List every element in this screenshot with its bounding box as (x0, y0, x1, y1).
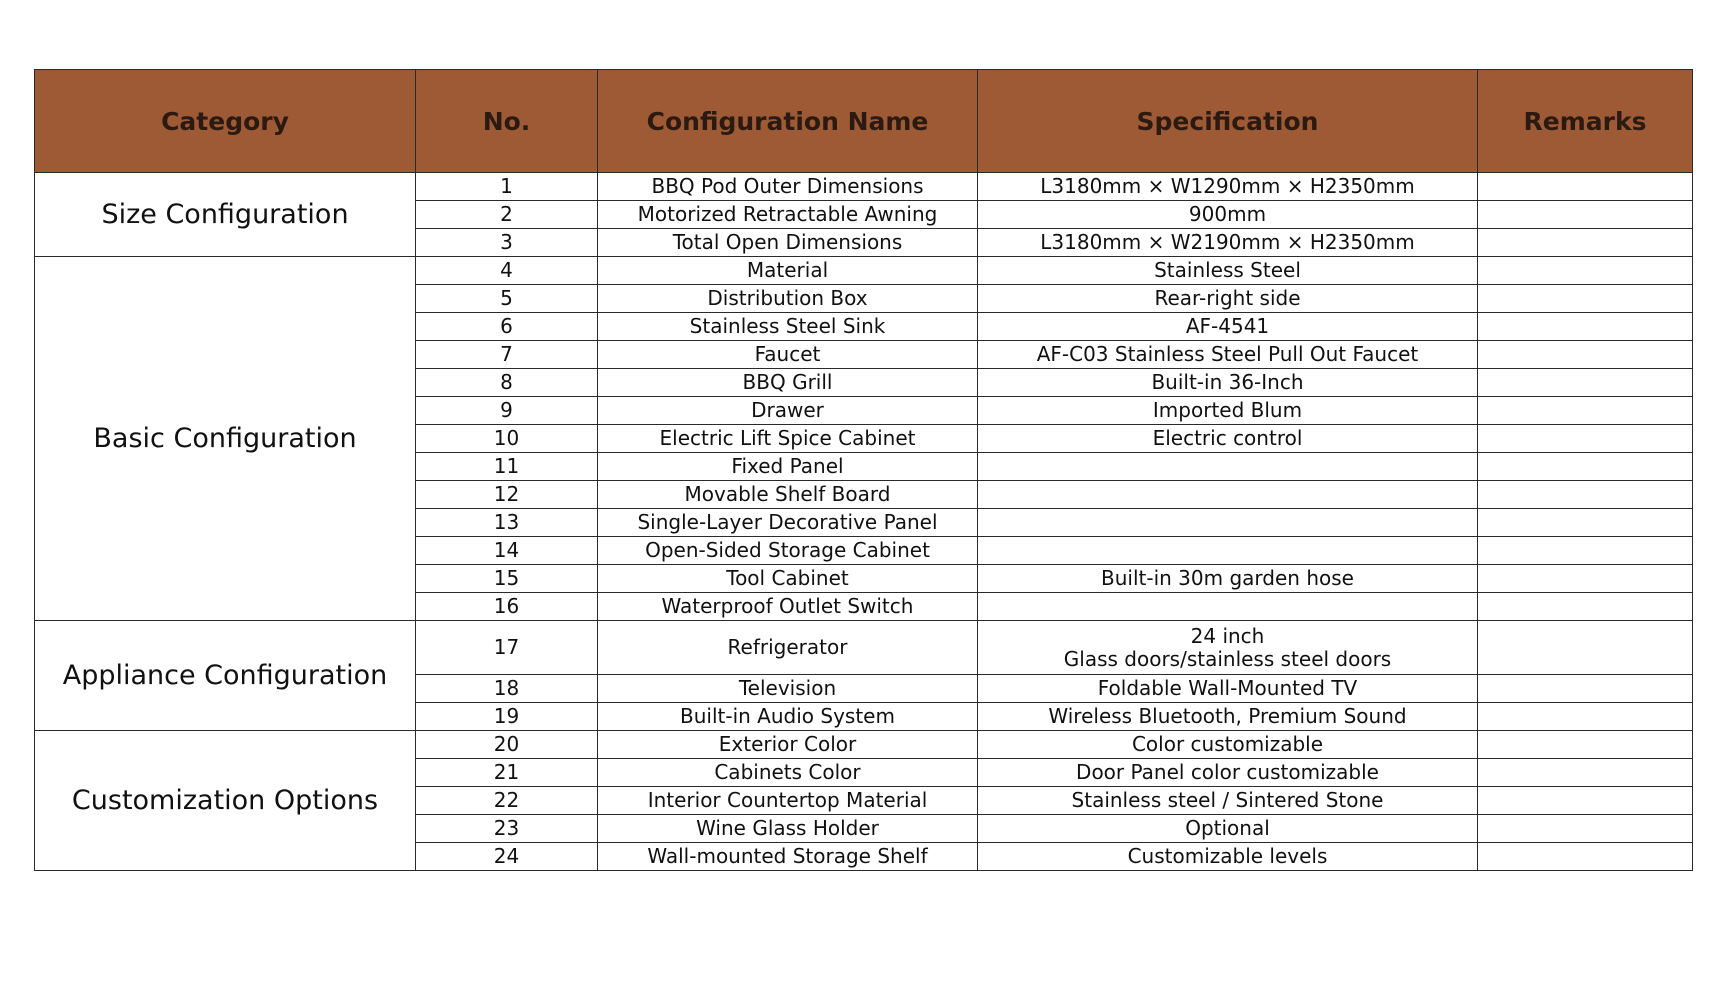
header-specification: Specification (978, 70, 1478, 173)
specification (978, 313, 1478, 341)
configuration-name: Electric Lift Spice Cabinet (598, 425, 978, 453)
specification-line: Electric control (1152, 426, 1303, 450)
row-number: 8 (416, 369, 598, 397)
row-number: 24 (416, 843, 598, 871)
configuration-name: Open-Sided Storage Cabinet (598, 537, 978, 565)
row-number: 20 (416, 731, 598, 759)
specification (978, 537, 1478, 565)
table-row (35, 731, 1693, 759)
header-row (35, 70, 1693, 173)
remarks (1478, 675, 1693, 703)
specification-line: Rear-right side (1154, 286, 1301, 310)
specification (978, 369, 1478, 397)
configuration-name: Stainless Steel Sink (598, 313, 978, 341)
row-number: 23 (416, 815, 598, 843)
configuration-name: Fixed Panel (598, 453, 978, 481)
row-number: 3 (416, 229, 598, 257)
remarks (1478, 843, 1693, 871)
configuration-name: Distribution Box (598, 285, 978, 313)
row-number: 6 (416, 313, 598, 341)
remarks (1478, 537, 1693, 565)
row-number: 9 (416, 397, 598, 425)
specification (978, 425, 1478, 453)
remarks (1478, 229, 1693, 257)
specification-line: Built-in 30m garden hose (1101, 566, 1354, 590)
configuration-name: Single-Layer Decorative Panel (598, 509, 978, 537)
specification (978, 201, 1478, 229)
remarks (1478, 285, 1693, 313)
specification (978, 621, 1478, 675)
category-cell: Basic Configuration (35, 257, 416, 621)
header-configuration-name: Configuration Name (598, 70, 978, 173)
remarks (1478, 731, 1693, 759)
row-number: 7 (416, 341, 598, 369)
remarks (1478, 815, 1693, 843)
specification-line: AF-4541 (1185, 314, 1270, 338)
specification-line: Door Panel color customizable (1076, 760, 1379, 784)
specification (978, 509, 1478, 537)
remarks (1478, 759, 1693, 787)
row-number: 12 (416, 481, 598, 509)
specification-line: Imported Blum (1152, 398, 1303, 422)
specification-line: Customizable levels (1127, 844, 1328, 868)
configuration-name: Interior Countertop Material (598, 787, 978, 815)
row-number: 4 (416, 257, 598, 285)
remarks (1478, 787, 1693, 815)
configuration-name: Total Open Dimensions (598, 229, 978, 257)
specification (978, 731, 1478, 759)
specification-line: AF-C03 Stainless Steel Pull Out Faucet (1036, 342, 1419, 366)
remarks (1478, 565, 1693, 593)
configuration-name: Television (598, 675, 978, 703)
header-no: No. (416, 70, 598, 173)
remarks (1478, 593, 1693, 621)
specification (978, 453, 1478, 481)
specification (978, 593, 1478, 621)
specification (978, 257, 1478, 285)
remarks (1478, 201, 1693, 229)
specification (978, 397, 1478, 425)
configuration-name: Tool Cabinet (598, 565, 978, 593)
specification-line: L3180mm × W1290mm × H2350mm (1040, 174, 1415, 198)
remarks (1478, 481, 1693, 509)
configuration-name: Refrigerator (598, 621, 978, 675)
row-number: 13 (416, 509, 598, 537)
remarks (1478, 425, 1693, 453)
remarks (1478, 341, 1693, 369)
specification (978, 229, 1478, 257)
specification-line: Glass doors/stainless steel doors (1063, 646, 1392, 671)
row-number: 5 (416, 285, 598, 313)
row-number: 1 (416, 173, 598, 201)
remarks (1478, 703, 1693, 731)
row-number: 14 (416, 537, 598, 565)
specification (978, 815, 1478, 843)
category-cell: Customization Options (35, 731, 416, 871)
remarks (1478, 397, 1693, 425)
specification-line: Stainless Steel (1154, 258, 1301, 282)
specification-line: Stainless steel / Sintered Stone (1071, 788, 1384, 812)
configuration-name: Built-in Audio System (598, 703, 978, 731)
specification (978, 759, 1478, 787)
configuration-name: BBQ Grill (598, 369, 978, 397)
specification-line: Color customizable (1131, 732, 1324, 756)
row-number: 21 (416, 759, 598, 787)
configuration-name: Wine Glass Holder (598, 815, 978, 843)
specification (978, 173, 1478, 201)
specification-line: Foldable Wall-Mounted TV (1097, 676, 1358, 700)
table-row (35, 173, 1693, 201)
row-number: 15 (416, 565, 598, 593)
category-cell: Appliance Configuration (35, 621, 416, 731)
specification (978, 675, 1478, 703)
remarks (1478, 453, 1693, 481)
row-number: 22 (416, 787, 598, 815)
specification-line: Wireless Bluetooth, Premium Sound (1048, 704, 1407, 728)
configuration-name: Cabinets Color (598, 759, 978, 787)
specification (978, 341, 1478, 369)
specification (978, 565, 1478, 593)
configuration-name: Exterior Color (598, 731, 978, 759)
row-number: 11 (416, 453, 598, 481)
specification (978, 703, 1478, 731)
remarks (1478, 621, 1693, 675)
remarks (1478, 509, 1693, 537)
configuration-name: Movable Shelf Board (598, 481, 978, 509)
remarks (1478, 369, 1693, 397)
category-cell: Size Configuration (35, 173, 416, 257)
configuration-name: BBQ Pod Outer Dimensions (598, 173, 978, 201)
row-number: 10 (416, 425, 598, 453)
table-body (35, 173, 1693, 871)
header-remarks: Remarks (1478, 70, 1693, 173)
row-number: 2 (416, 201, 598, 229)
configuration-name: Waterproof Outlet Switch (598, 593, 978, 621)
configuration-name: Material (598, 257, 978, 285)
specification-line: Optional (1185, 816, 1270, 840)
specification (978, 481, 1478, 509)
specification-line: 24 inch (1190, 623, 1265, 648)
configuration-name: Faucet (598, 341, 978, 369)
remarks (1478, 257, 1693, 285)
remarks (1478, 313, 1693, 341)
configuration-name: Wall-mounted Storage Shelf (598, 843, 978, 871)
specification (978, 285, 1478, 313)
configuration-name: Drawer (598, 397, 978, 425)
table-row (35, 621, 1693, 675)
row-number: 18 (416, 675, 598, 703)
table-row (35, 257, 1693, 285)
table-header (35, 70, 1693, 173)
specification-line: L3180mm × W2190mm × H2350mm (1040, 230, 1415, 254)
configuration-table (34, 69, 1693, 871)
specification (978, 843, 1478, 871)
specification-line: 900mm (1188, 202, 1267, 226)
row-number: 17 (416, 621, 598, 675)
row-number: 16 (416, 593, 598, 621)
specification (978, 787, 1478, 815)
row-number: 19 (416, 703, 598, 731)
header-category: Category (35, 70, 416, 173)
specification-line: Built-in 36-Inch (1151, 370, 1304, 394)
remarks (1478, 173, 1693, 201)
configuration-name: Motorized Retractable Awning (598, 201, 978, 229)
